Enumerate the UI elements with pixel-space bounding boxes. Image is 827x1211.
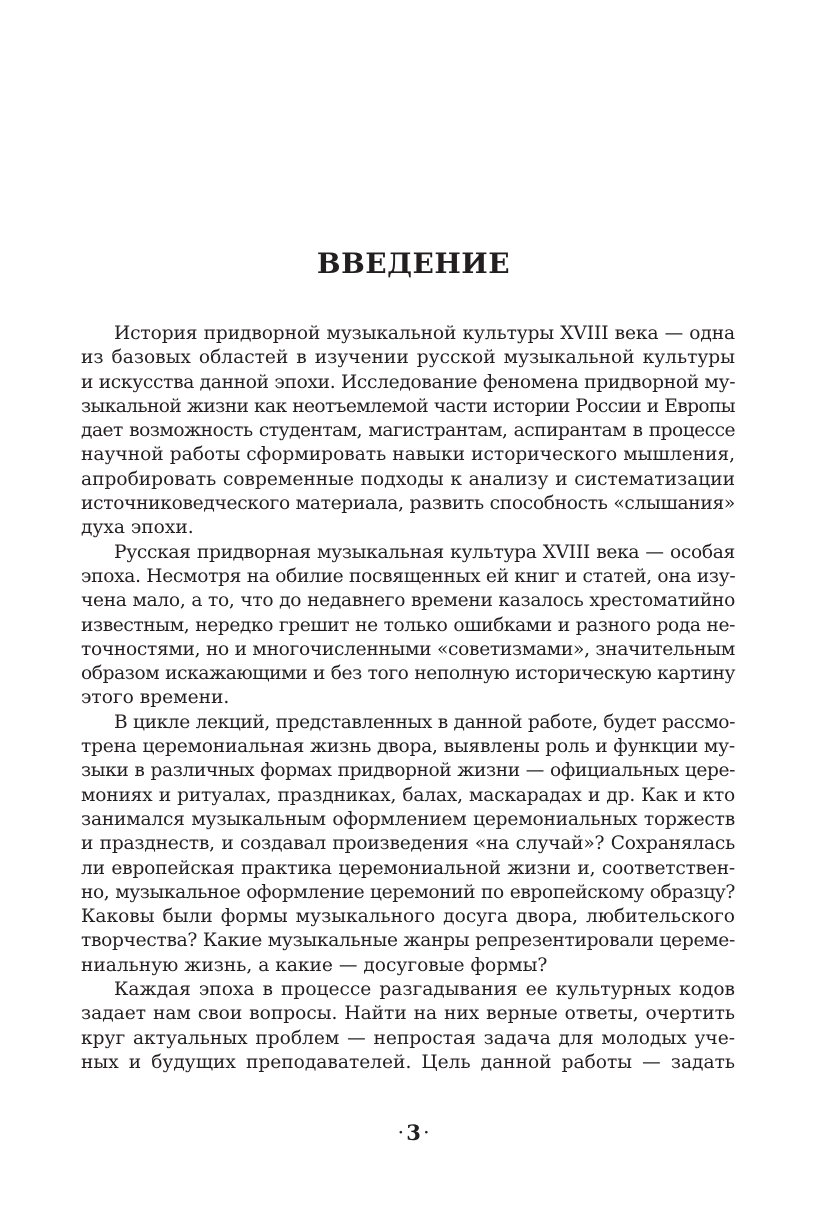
text-line: ниальную жизнь, а какие — досуговые формы? (81, 954, 548, 976)
body-text (81, 322, 735, 1075)
text-line: Каждая эпоха в процессе разгадывания ее культурных кодов (114, 979, 735, 1001)
text-line: источниковедческого материала, развить способность «слышания» (81, 493, 735, 515)
text-line: известным, нередко грешит не только ошибками и разного рода не- (81, 614, 735, 636)
text-line: В цикле лекций, представленных в данной работе, будет рассмо- (114, 711, 735, 733)
text-line: зыки в различных формах придворной жизни — официальных цере- (81, 760, 735, 782)
text-line: апробировать современные подходы к анализу и систематизации (81, 468, 735, 490)
page-number (0, 1118, 827, 1148)
text-line: ли европейская практика церемониальной жизни и, соответствен- (81, 857, 735, 879)
text-line: зыкальной жизни как неотъемлемой части истории России и Европы (81, 395, 735, 417)
paragraph-4 (81, 978, 735, 1075)
text-line: ных и будущих преподавателей. Цель данной работы — задать (81, 1051, 735, 1073)
text-line: трена церемониальная жизнь двора, выявлены роль и функции му- (81, 736, 735, 758)
text-line: занимался музыкальным оформлением церемониальных торжеств (81, 808, 735, 830)
text-line: эпоха. Несмотря на обилие посвященных ей книг и статей, она изу- (81, 565, 736, 587)
text-line: Русская придворная музыкальная культура XVIII века — особая (114, 541, 735, 563)
text-line: но, музыкальное оформление церемоний по европейскому образцу? (81, 881, 735, 903)
text-line: Каковы были формы музыкального досуга двора, любительского (81, 906, 735, 928)
page-number-value: 3 (406, 1120, 421, 1145)
text-line: чена мало, а то, что до недавнего времени казалось хрестоматийно (81, 590, 735, 612)
text-line: духа эпохи. (81, 517, 194, 539)
text-line: научной работы сформировать навыки исторического мышления, (81, 444, 735, 466)
text-line: круг актуальных проблем — непростая задача для молодых уче- (81, 1027, 735, 1049)
page-number-dot-right: · (423, 1125, 429, 1141)
text-line: задает нам свои вопросы. Найти на них верные ответы, очертить (81, 1003, 735, 1025)
paragraph-1 (81, 322, 735, 541)
text-line: и искусства данной эпохи. Исследование феномена придворной му- (81, 371, 736, 393)
text-line: мониях и ритуалах, праздниках, балах, маскарадах и др. Как и кто (81, 784, 735, 806)
text-line: дает возможность студентам, магистрантам, аспирантам в процессе (81, 420, 735, 442)
text-line: и празднеств, и создавал произведения «на случай»? Сохранялась (81, 833, 735, 855)
chapter-title: ВВЕДЕНИЕ (316, 247, 511, 280)
text-line: образом искажающими и без того неполную историческую картину (81, 663, 735, 685)
text-line: творчества? Какие музыкальные жанры репрезентировали цереме- (81, 930, 735, 952)
text-line: из базовых областей в изучении русской музыкальной культуры (81, 347, 735, 369)
text-line: точностями, но и многочисленными «советизмами», значительным (81, 638, 735, 660)
text-line: этого времени. (81, 687, 230, 709)
page-number-dot-left: · (398, 1125, 404, 1141)
paragraph-3 (81, 711, 735, 978)
text-line: История придворной музыкальной культуры XVIII века — одна (114, 323, 735, 344)
paragraph-2 (81, 541, 735, 711)
